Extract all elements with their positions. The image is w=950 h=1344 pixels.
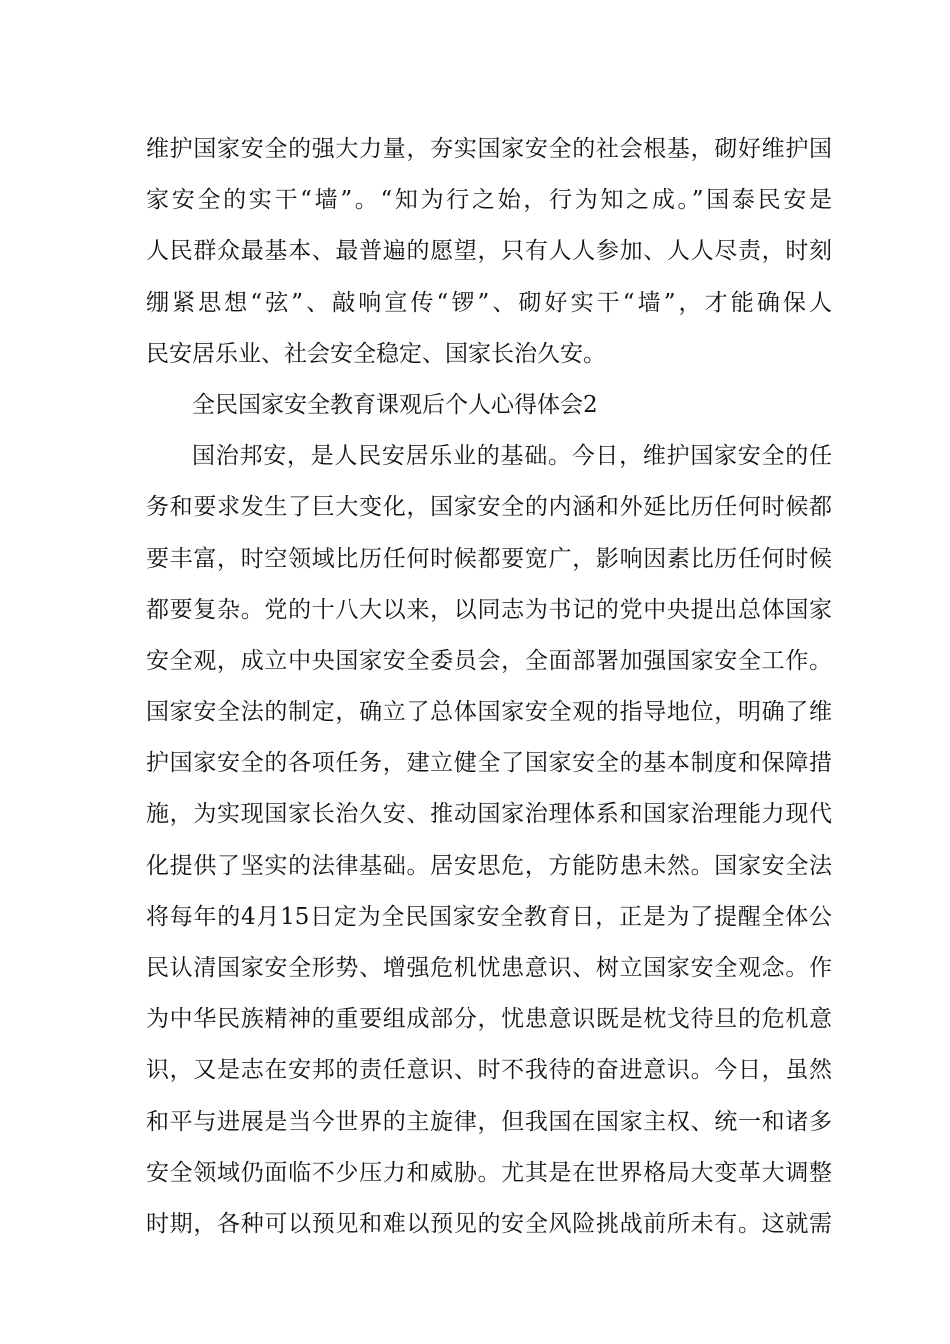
text-line: 为中华民族精神的重要组成部分，忧患意识既是枕戈待旦的危机意 bbox=[146, 1006, 832, 1033]
text-line: 施，为实现国家长治久安、推动国家治理体系和国家治理能力现代 bbox=[146, 801, 832, 828]
text-line: 维护国家安全的强大力量，夯实国家安全的社会根基，砌好维护国 bbox=[146, 136, 832, 162]
text-line: 要丰富，时空领域比历任何时候都要宽广，影响因素比历任何时候 bbox=[146, 545, 832, 572]
text-line: 民安居乐业、社会安全稳定、国家长治久安。 bbox=[146, 340, 606, 367]
text-line: 人民群众最基本、最普遍的愿望，只有人人参加、人人尽责，时刻 bbox=[146, 238, 832, 265]
text-line: 都要复杂。党的十八大以来，以同志为书记的党中央提出总体国家 bbox=[146, 596, 832, 623]
section-heading: 全民国家安全教育课观后个人心得体会2 bbox=[192, 391, 598, 418]
text-line: 化提供了坚实的法律基础。居安思危，方能防患未然。国家安全法 bbox=[146, 852, 832, 879]
document-body bbox=[146, 124, 832, 1250]
text-line: 安全观，成立中央国家安全委员会，全面部署加强国家安全工作。 bbox=[146, 647, 832, 674]
text-line: 和平与进展是当今世界的主旋律，但我国在国家主权、统一和诸多 bbox=[146, 1108, 832, 1135]
text-line: 时期，各种可以预见和难以预见的安全风险挑战前所未有。这就需 bbox=[146, 1210, 832, 1237]
text-line: 国家安全法的制定，确立了总体国家安全观的指导地位，明确了维 bbox=[146, 699, 832, 726]
text-line: 护国家安全的各项任务，建立健全了国家安全的基本制度和保障措 bbox=[146, 750, 832, 777]
text-line: 务和要求发生了巨大变化，国家安全的内涵和外延比历任何时候都 bbox=[146, 494, 832, 521]
text-line: 民认清国家安全形势、增强危机忧患意识、树立国家安全观念。作 bbox=[146, 955, 832, 981]
text-line: 国治邦安，是人民安居乐业的基础。今日，维护国家安全的任 bbox=[192, 443, 832, 470]
text-line: 将每年的4月15日定为全民国家安全教育日，正是为了提醒全体公 bbox=[146, 903, 832, 930]
text-line: 安全领域仍面临不少压力和威胁。尤其是在世界格局大变革大调整 bbox=[146, 1159, 832, 1186]
text-line: 家安全的实干“墙”。“知为行之始，行为知之成。”国泰民安是 bbox=[146, 187, 832, 214]
text-line: 识，又是志在安邦的责任意识、时不我待的奋进意识。今日，虽然 bbox=[146, 1057, 832, 1084]
text-line: 绷紧思想“弦”、敲响宣传“锣”、砌好实干“墙”，才能确保人 bbox=[146, 289, 832, 316]
